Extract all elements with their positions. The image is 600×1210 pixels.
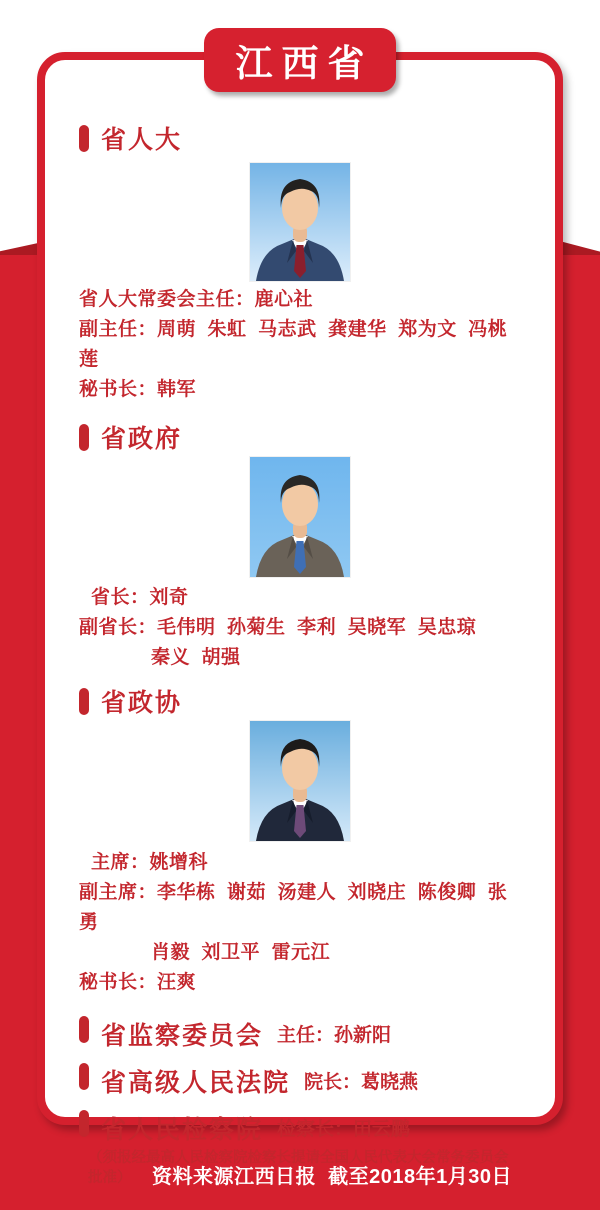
section-row-fayuan xyxy=(79,1063,521,1095)
approval-note: （须报经最高人民检察院检察长提请全国人民代表大会常务委员会批准） xyxy=(88,1150,509,1186)
source-footer: 资料来源江西日报 截至2018年1月30日 xyxy=(152,1166,512,1188)
renda-lines xyxy=(79,285,521,405)
section-row-jianchayuan xyxy=(79,1110,521,1142)
info-line: 副主任：周萌 朱虹 马志武 龚建华 郑为文 冯桃莲 xyxy=(79,319,508,370)
section-marker-bar xyxy=(79,1110,89,1137)
section-header-renda xyxy=(79,124,521,152)
province-title-badge xyxy=(204,28,396,92)
zhengxie-lines xyxy=(79,848,521,998)
info-line: 秘书长：汪爽 xyxy=(79,972,197,993)
info-line: 秦义 胡强 xyxy=(151,647,241,668)
section-marker-bar xyxy=(79,1063,89,1090)
info-line: 副主席：李华栋 谢茹 汤建人 刘晓庄 陈俊卿 张勇 xyxy=(79,882,508,933)
section-title: 省政协 xyxy=(101,689,183,717)
photo-row xyxy=(79,457,521,577)
info-line: 秘书长：韩军 xyxy=(79,379,197,400)
section-title: 省人大 xyxy=(101,126,183,154)
section-title: 省人民检察院 xyxy=(101,1116,264,1144)
section-role: 院长：葛晓燕 xyxy=(304,1072,419,1093)
zhengfu-lines xyxy=(79,583,521,673)
photo-row xyxy=(79,721,521,841)
info-line: 主席：姚增科 xyxy=(91,852,209,873)
info-line: 省人大常委会主任：鹿心社 xyxy=(79,289,314,310)
section-marker-bar xyxy=(79,125,89,152)
info-line: 副省长：毛伟明 孙菊生 李利 吴晓军 吴忠琼 xyxy=(79,617,477,638)
photo-row xyxy=(79,163,521,281)
section-header-zhengxie xyxy=(79,687,521,715)
section-role: 检察长：田云鹏 xyxy=(277,1119,411,1140)
section-title: 省高级人民法院 xyxy=(101,1069,291,1097)
section-marker-bar xyxy=(79,424,89,451)
official-portrait-photo xyxy=(250,721,350,841)
info-line: 肖毅 刘卫平 雷元江 xyxy=(151,942,331,963)
section-title: 省政府 xyxy=(101,425,183,453)
official-portrait-photo xyxy=(250,457,350,577)
info-line: 省长：刘奇 xyxy=(91,587,189,608)
section-row-jiancha xyxy=(79,1016,521,1048)
section-marker-bar xyxy=(79,688,89,715)
section-header-zhengfu xyxy=(79,423,521,451)
official-portrait-photo xyxy=(250,163,350,281)
section-marker-bar xyxy=(79,1016,89,1043)
section-role: 主任：孙新阳 xyxy=(277,1025,392,1046)
section-title: 省监察委员会 xyxy=(101,1022,264,1050)
province-title: 江西省 xyxy=(235,43,374,84)
